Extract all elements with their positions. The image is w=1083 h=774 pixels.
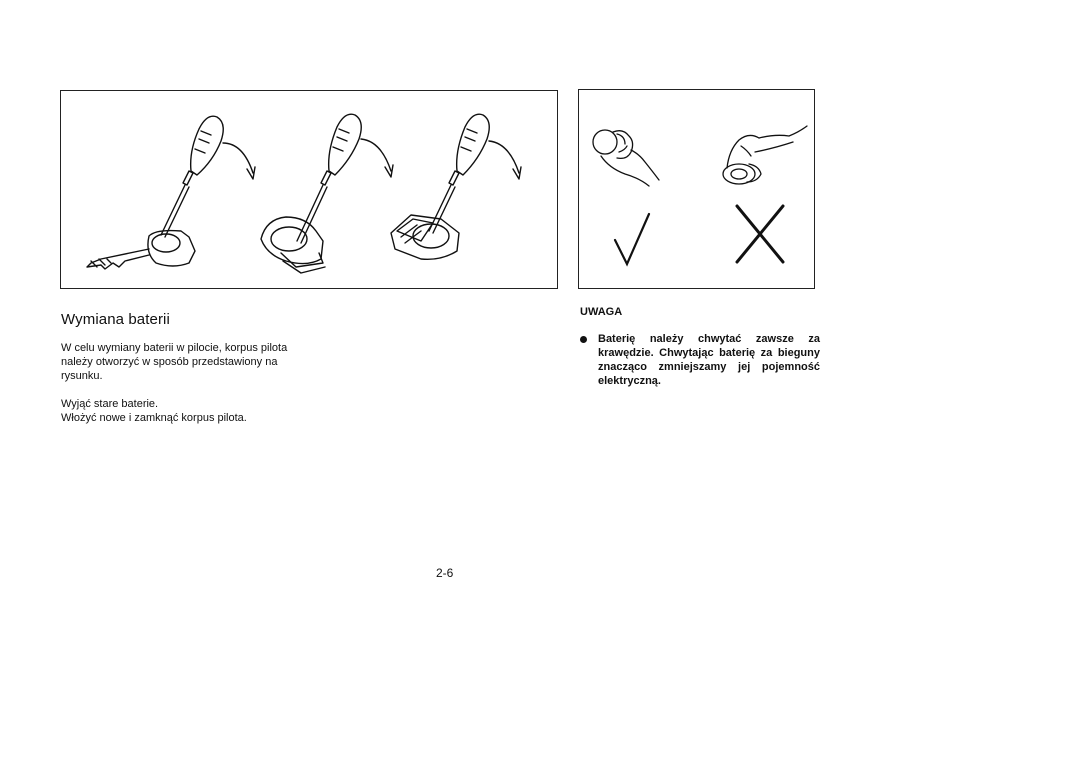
correct-grip-hand <box>593 130 659 186</box>
grip-illustration <box>579 90 816 290</box>
step-insert-battery: Włożyć nowe i zamknąć korpus pilota. <box>61 412 247 424</box>
check-mark-icon <box>615 214 649 264</box>
section-heading: Wymiana baterii <box>61 311 170 328</box>
instruction-steps <box>61 397 321 425</box>
step3-battery-exposed <box>391 114 521 259</box>
bullet-icon <box>580 336 587 343</box>
cross-mark-icon <box>737 206 783 262</box>
warning-text: Baterię należy chwytać zawsze za krawędzie. Chwytając baterię za bieguny znacząco zmniejszamy jej pojemność elektryczną. <box>598 333 820 387</box>
step1-key-remote <box>87 116 255 269</box>
instruction-paragraph: W celu wymiany baterii w pilocie, korpus pilota należy otworzyć w sposób przedstawiony na rysunku. <box>61 342 288 382</box>
battery-opening-figure <box>60 90 558 289</box>
screwdriver-steps-illustration <box>61 91 559 290</box>
warning-title: UWAGA <box>580 306 623 318</box>
page-number: 2-6 <box>436 566 454 580</box>
battery-grip-figure <box>578 89 815 289</box>
wrong-grip-hand <box>723 126 807 184</box>
step-remove-battery: Wyjąć stare baterie. <box>61 398 159 410</box>
step2-open-remote <box>261 114 393 273</box>
